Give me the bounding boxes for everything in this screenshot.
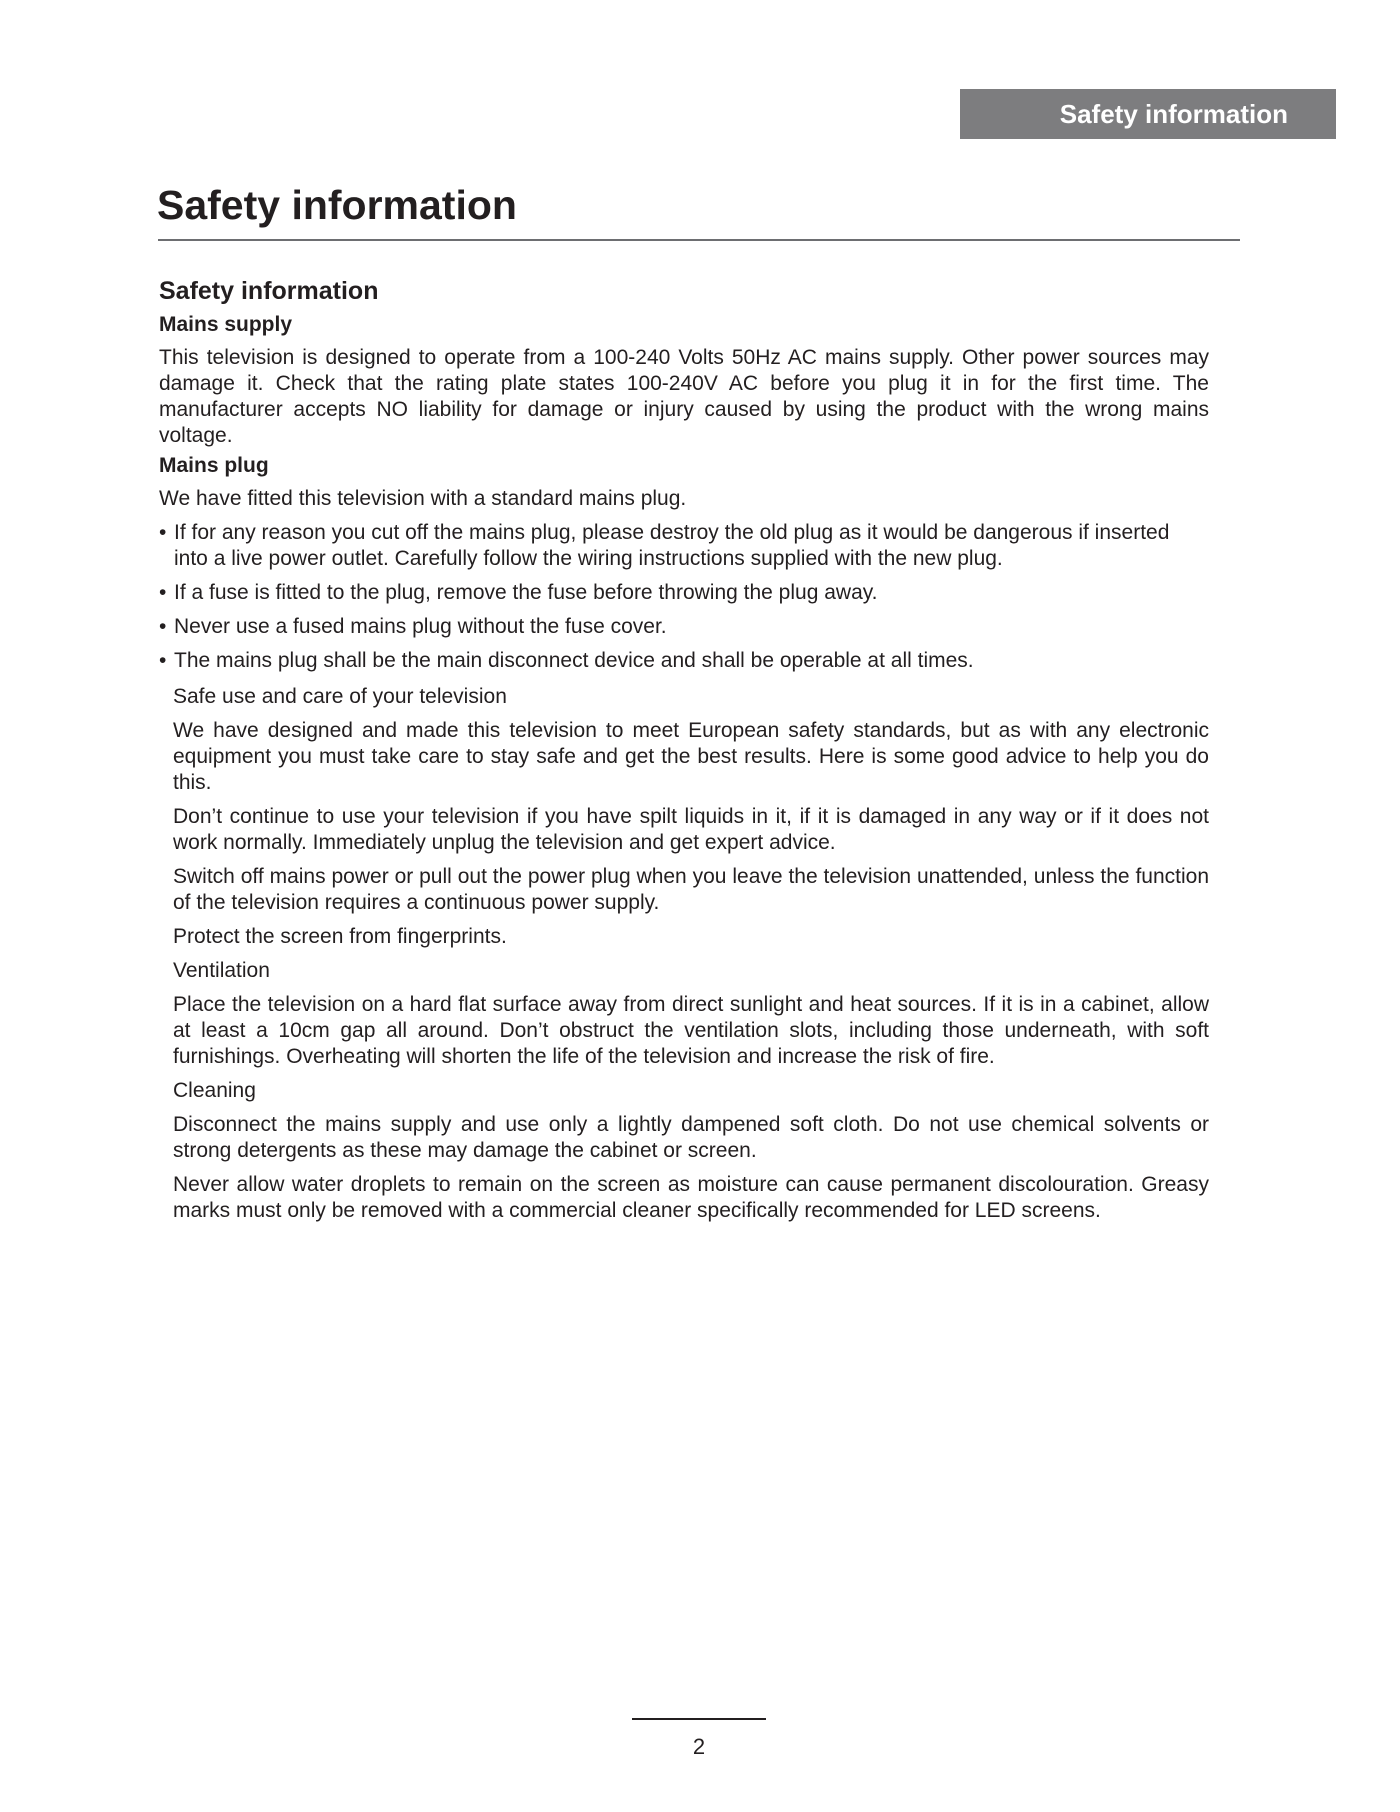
list-item-text: If a fuse is fitted to the plug, remove the fuse before throwing the plug away. [174, 581, 878, 604]
document-body [159, 276, 1209, 1232]
list-item-text: If for any reason you cut off the mains plug, please destroy the old plug as it would be dangerous if inserted into a live power outlet. Carefully follow the wiring instructions supplied with the new plug. [174, 521, 1170, 570]
list-item [159, 520, 1209, 572]
page-number: 2 [692, 1734, 706, 1759]
safe-use-paragraph: Protect the screen from fingerprints. [173, 925, 507, 948]
ventilation-heading: Ventilation [173, 959, 270, 982]
safe-use-paragraph: We have designed and made this television to meet European safety standards, but as with any electronic equipment you must take care to stay safe and get the best results. Here is some good advice to help you do this. [173, 719, 1209, 794]
mains-plug-intro: We have fitted this television with a standard mains plug. [159, 487, 687, 510]
safe-use-paragraph: Switch off mains power or pull out the power plug when you leave the television unattended, unless the function of the television requires a continuous power supply. [173, 865, 1209, 914]
bullet-icon: • [159, 615, 167, 638]
list-item [159, 648, 1209, 674]
bullet-icon: • [159, 649, 167, 672]
footer-divider [632, 1718, 766, 1720]
mains-supply-text: This television is designed to operate from a 100-240 Volts 50Hz AC mains supply. Other power sources may damage it. Check that the rating plate states 100-240V AC before you plug it in for the first time. The manufacturer accepts NO liability for damage or injury caused by using the product with the wrong mains voltage. [159, 346, 1209, 447]
cleaning-paragraph: Never allow water droplets to remain on the screen as moisture can cause permanent discolouration. Greasy marks must only be removed with a commercial cleaner specifically recommended for LED screens. [173, 1173, 1209, 1222]
bullet-icon: • [159, 521, 167, 544]
title-divider [158, 239, 1240, 241]
bullet-icon: • [159, 581, 167, 604]
list-item-text: Never use a fused mains plug without the fuse cover. [174, 615, 667, 638]
list-item [159, 614, 1209, 640]
mains-plug-heading: Mains plug [159, 454, 269, 477]
safe-use-heading: Safe use and care of your television [173, 685, 507, 708]
cleaning-paragraph: Disconnect the mains supply and use only a lightly dampened soft cloth. Do not use chemical solvents or strong detergents as these may damage the cabinet or screen. [173, 1113, 1209, 1162]
cleaning-heading: Cleaning [173, 1079, 256, 1102]
list-item-text: The mains plug shall be the main disconnect device and shall be operable at all times. [174, 649, 974, 672]
mains-supply-heading: Mains supply [159, 313, 293, 336]
safe-use-section [159, 684, 1209, 1224]
page-title: Safety information [157, 182, 517, 228]
safe-use-paragraph: Don’t continue to use your television if you have spilt liquids in it, if it is damaged in any way or if it does not work normally. Immediately unplug the television and get expert advice. [173, 805, 1209, 854]
ventilation-text: Place the television on a hard flat surface away from direct sunlight and heat sources. If it is in a cabinet, allow at least a 10cm gap all around. Don’t obstruct the ventilation slots, including those underneath, with soft furnishings. Overheating will shorten the life of the television and increase the risk of fire. [173, 993, 1209, 1068]
list-item [159, 580, 1209, 606]
section-heading: Safety information [159, 277, 379, 305]
mains-plug-bullet-list [159, 520, 1209, 674]
header-section-tab: Safety information [960, 89, 1336, 139]
